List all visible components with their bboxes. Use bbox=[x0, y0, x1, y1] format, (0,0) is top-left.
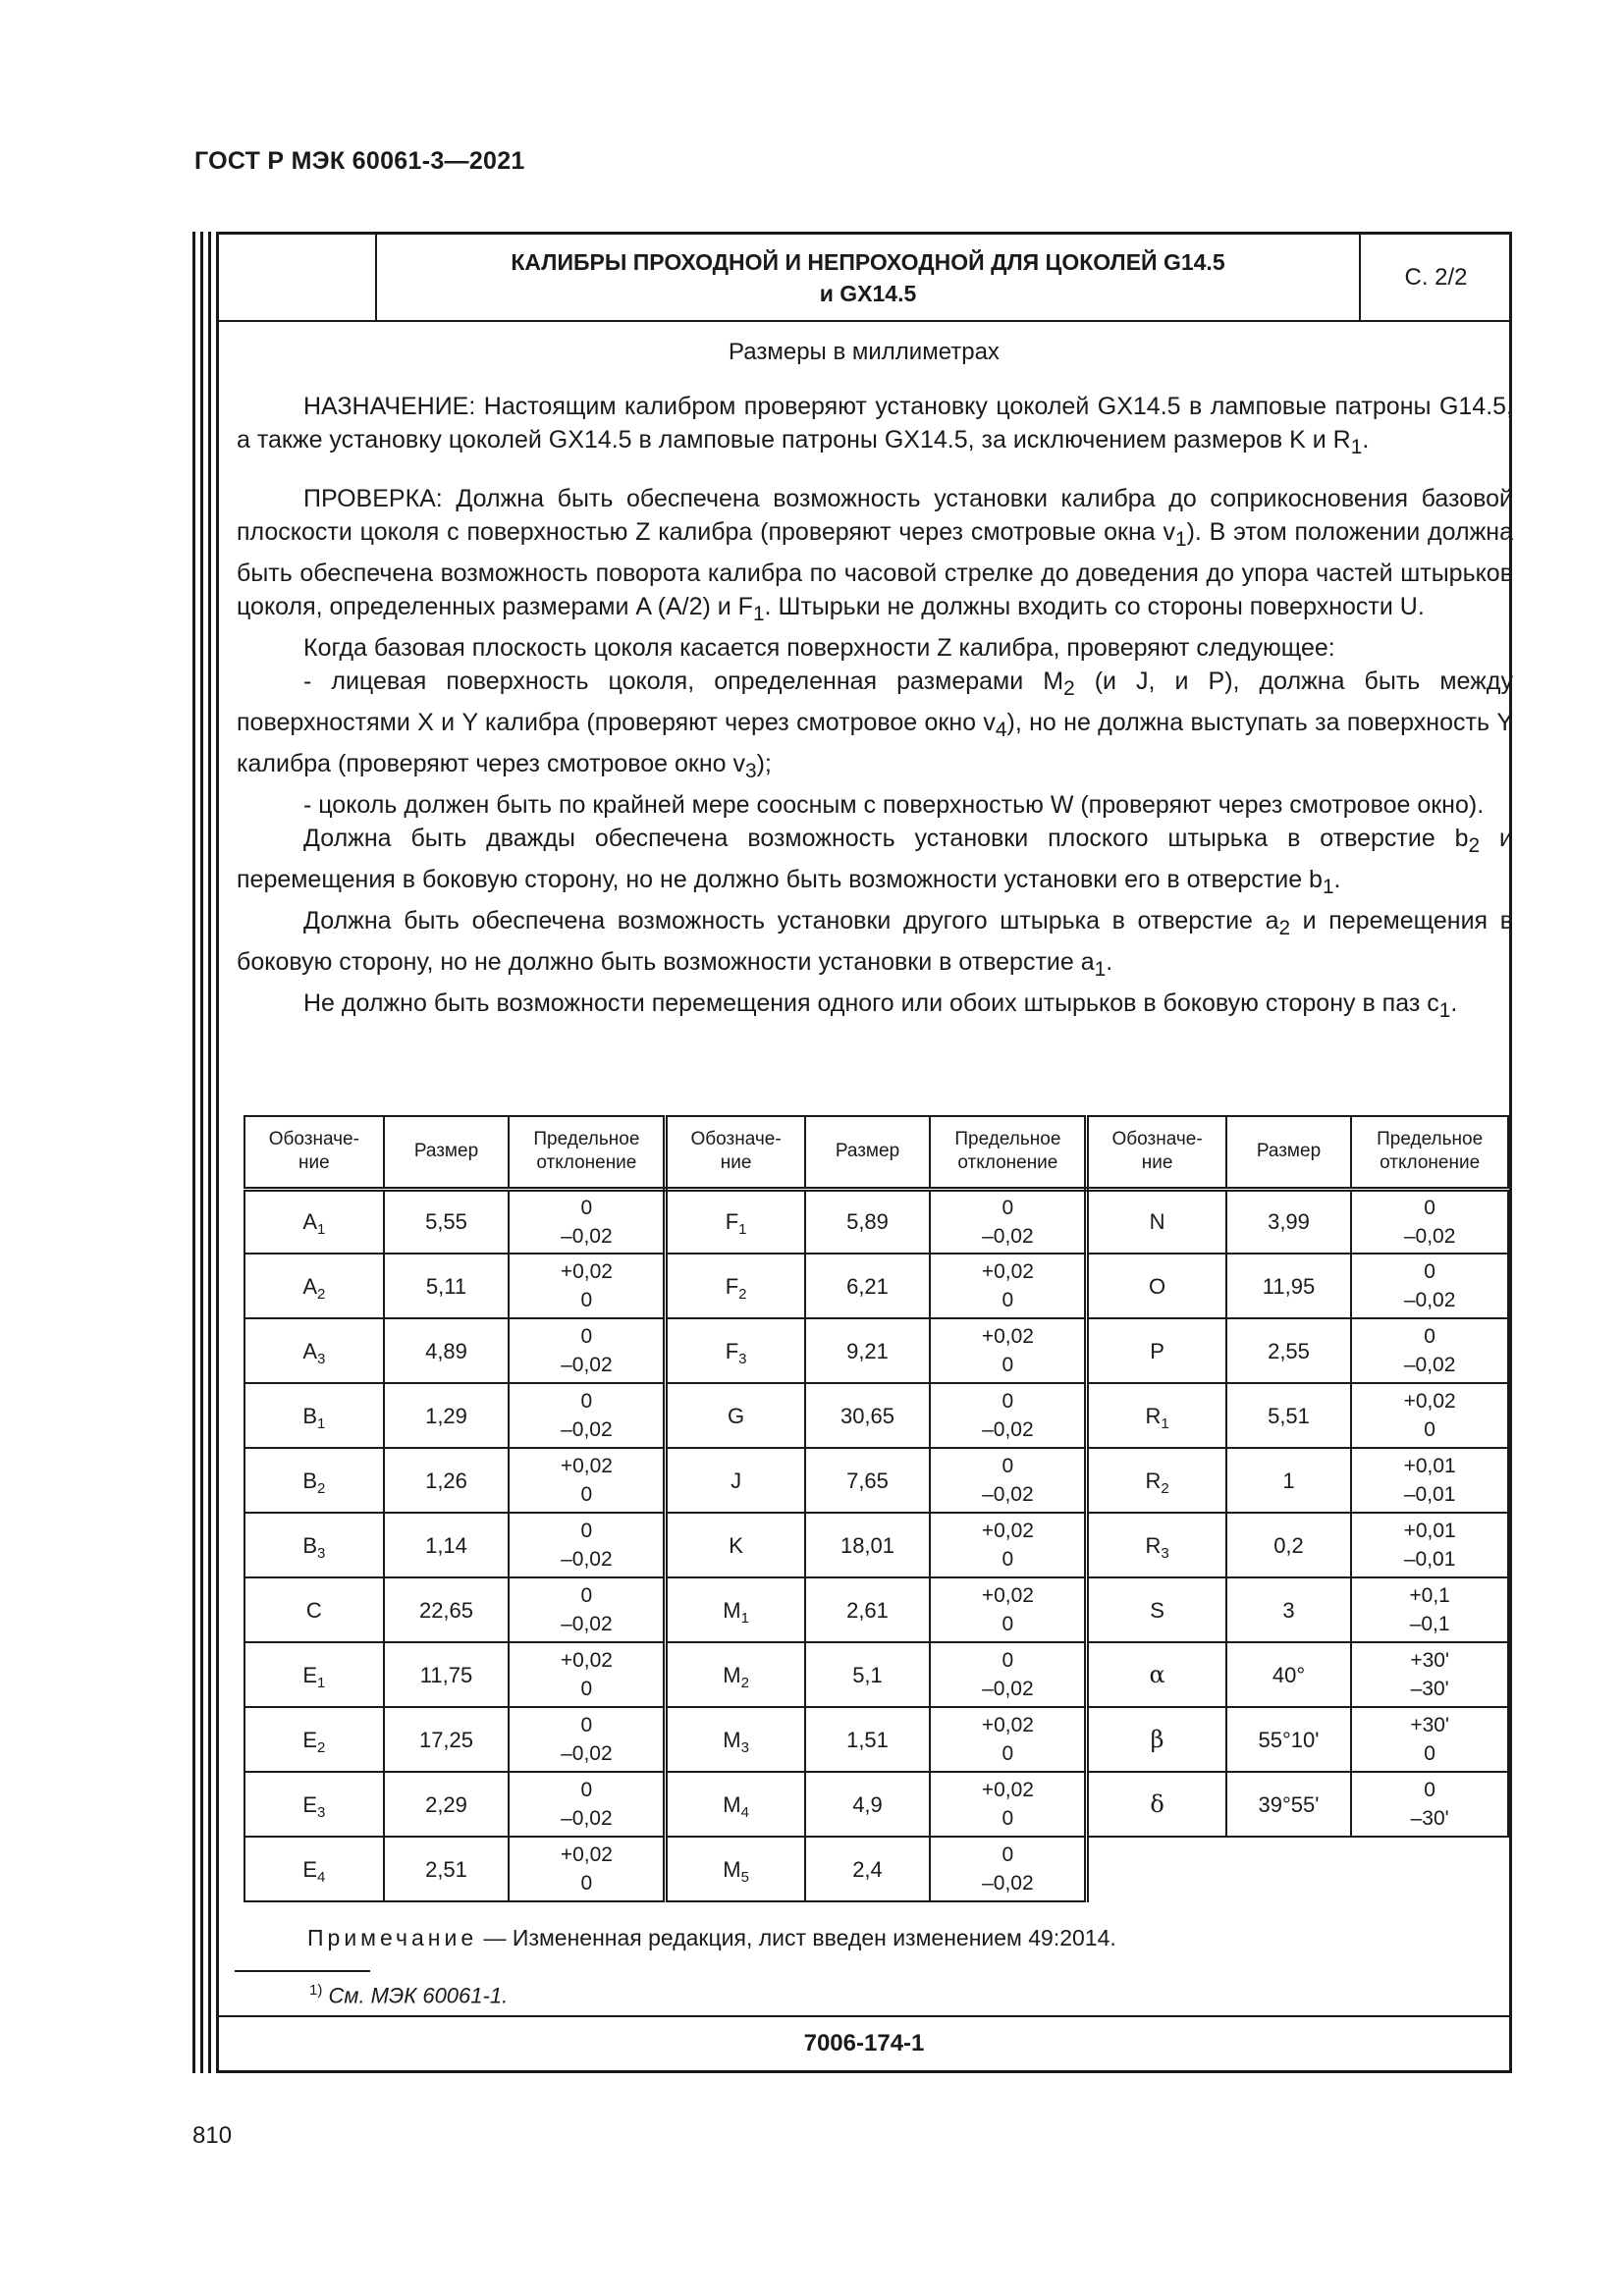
deviation-cell: 0 –0,02 bbox=[1351, 1318, 1508, 1383]
deviation-cell: +0,02 0 bbox=[930, 1707, 1087, 1772]
deviation-cell: +0,01 –0,01 bbox=[1351, 1513, 1508, 1577]
deviation-cell: +0,02 0 bbox=[930, 1254, 1087, 1318]
check-paragraph: Когда базовая плоскость цоколя касается поверхности Z калибра, проверяют следующее: bbox=[303, 634, 1335, 662]
designation-cell: O bbox=[1087, 1254, 1226, 1318]
table-row bbox=[244, 1577, 1508, 1642]
designation-cell: $M_3$ bbox=[666, 1707, 805, 1772]
col-deviation: Предельное отклонение bbox=[930, 1116, 1087, 1189]
note-text: Измененная редакция, лист введен изменением 49:2014. bbox=[512, 1925, 1116, 1950]
size-cell: 1,29 bbox=[384, 1383, 510, 1448]
size-cell: 30,65 bbox=[805, 1383, 931, 1448]
deviation-cell: +0,02 0 bbox=[509, 1254, 666, 1318]
size-cell: 11,75 bbox=[384, 1642, 510, 1707]
deviation-cell: 0 –0,02 bbox=[930, 1642, 1087, 1707]
deviation-cell: 0 –0,02 bbox=[509, 1189, 666, 1254]
size-cell: 22,65 bbox=[384, 1577, 510, 1642]
designation-cell: $R_2$ bbox=[1087, 1448, 1226, 1513]
size-cell: 39°55' bbox=[1226, 1772, 1352, 1837]
designation-cell: P bbox=[1087, 1318, 1226, 1383]
deviation-cell: +0,02 0 bbox=[509, 1448, 666, 1513]
sheet-frame bbox=[216, 232, 1512, 2073]
size-cell: 4,89 bbox=[384, 1318, 510, 1383]
deviation-cell: 0 –0,02 bbox=[930, 1189, 1087, 1254]
deviation-cell: +0,02 0 bbox=[930, 1318, 1087, 1383]
deviation-cell: 0 –0,02 bbox=[930, 1448, 1087, 1513]
table-row bbox=[244, 1642, 1508, 1707]
designation-cell: $E_4$ bbox=[244, 1837, 384, 1901]
deviation-cell: 0 –0,02 bbox=[930, 1383, 1087, 1448]
size-cell: 4,9 bbox=[805, 1772, 931, 1837]
table-row bbox=[244, 1254, 1508, 1318]
size-cell: 2,4 bbox=[805, 1837, 931, 1901]
designation-cell: δ bbox=[1087, 1772, 1226, 1837]
designation-cell: $R_1$ bbox=[1087, 1383, 1226, 1448]
check-paragraph: Должна быть дважды обеспечена возможность установки плоского штырька в отверстие $b_2$ и перемещения в боковую сторону, но не должно быть возможности установки его в отверстие $b_1$. bbox=[237, 825, 1513, 898]
size-cell: 2,51 bbox=[384, 1837, 510, 1901]
deviation-cell: 0 –30' bbox=[1351, 1772, 1508, 1837]
designation-cell: $M_2$ bbox=[666, 1642, 805, 1707]
designation-cell: $E_1$ bbox=[244, 1642, 384, 1707]
col-size: Размер bbox=[1226, 1116, 1352, 1189]
designation-cell: $F_3$ bbox=[666, 1318, 805, 1383]
designation-cell: K bbox=[666, 1513, 805, 1577]
check-paragraph: - лицевая поверхность цоколя, определенная размерами $M_2$ (и J, и P), должна быть между поверхностями X и Y калибра (проверяют через смотровое окно $v_4$), но не должна выступать за поверхность Y калибра (проверяют через смотровое окно $v_3$); bbox=[237, 667, 1513, 782]
designation-cell: S bbox=[1087, 1577, 1226, 1642]
deviation-cell: +30' –30' bbox=[1351, 1642, 1508, 1707]
check-paragraph: ПРОВЕРКА: Должна быть обеспечена возможность установки калибра до соприкосновения базовой плоскости цоколя с поверхностью Z калибра (проверяют через смотровые окна $v_1$). В этом положении должна быть обеспечена возможность поворота калибра по часовой стрелке до доведения до упора частей штырьков цоколя, определенных размерами A (A/2) и $F_1$. Штырьки не должны входить со стороны поверхности U. bbox=[237, 485, 1514, 625]
purpose-paragraph: НАЗНАЧЕНИЕ: Настоящим калибром проверяют установку цоколей GX14.5 в ламповые патроны G14.5, а также установку цоколей GX14.5 в ламповые патроны GX14.5, за исключением размеров K и $R_1$. bbox=[237, 393, 1513, 458]
designation-cell: β bbox=[1087, 1707, 1226, 1772]
designation-cell: $M_1$ bbox=[666, 1577, 805, 1642]
deviation-cell: +0,02 0 bbox=[930, 1513, 1087, 1577]
sheet-code: 7006-174-1 bbox=[219, 2015, 1509, 2070]
col-size: Размер bbox=[384, 1116, 510, 1189]
table-row bbox=[244, 1837, 1508, 1901]
col-designation: Обозначе- ние bbox=[1087, 1116, 1226, 1189]
deviation-cell: +0,01 –0,01 bbox=[1351, 1448, 1508, 1513]
empty-cell bbox=[1087, 1837, 1226, 1901]
size-cell: 5,51 bbox=[1226, 1383, 1352, 1448]
size-cell: 9,21 bbox=[805, 1318, 931, 1383]
deviation-cell: 0 –0,02 bbox=[509, 1318, 666, 1383]
size-cell: 1 bbox=[1226, 1448, 1352, 1513]
table-row bbox=[244, 1318, 1508, 1383]
designation-cell: G bbox=[666, 1383, 805, 1448]
col-designation: Обозначе- ние bbox=[244, 1116, 384, 1189]
check-paragraph: - цоколь должен быть по крайней мере соосным с поверхностью W (проверяют через смотровое окно). bbox=[303, 791, 1485, 819]
deviation-cell: 0 –0,02 bbox=[509, 1513, 666, 1577]
designation-cell: $M_5$ bbox=[666, 1837, 805, 1901]
table-body bbox=[244, 1189, 1508, 1901]
deviation-cell: +0,1 –0,1 bbox=[1351, 1577, 1508, 1642]
deviation-cell: +0,02 0 bbox=[509, 1837, 666, 1901]
check-paragraph: Не должно быть возможности перемещения одного или обоих штырьков в боковую сторону в паз $c_1$. bbox=[303, 989, 1458, 1022]
designation-cell: J bbox=[666, 1448, 805, 1513]
page-number: 810 bbox=[192, 2122, 233, 2149]
sheet-number: С. 2/2 bbox=[1404, 263, 1468, 291]
size-cell: 3 bbox=[1226, 1577, 1352, 1642]
col-deviation: Предельное отклонение bbox=[1351, 1116, 1508, 1189]
size-cell: 5,55 bbox=[384, 1189, 510, 1254]
designation-cell: $B_3$ bbox=[244, 1513, 384, 1577]
size-cell: 40° bbox=[1226, 1642, 1352, 1707]
deviation-cell: 0 –0,02 bbox=[1351, 1254, 1508, 1318]
col-designation: Обозначе- ние bbox=[666, 1116, 805, 1189]
designation-cell: $E_2$ bbox=[244, 1707, 384, 1772]
designation-cell: $A_2$ bbox=[244, 1254, 384, 1318]
designation-cell: $E_3$ bbox=[244, 1772, 384, 1837]
size-cell: 55°10' bbox=[1226, 1707, 1352, 1772]
designation-cell: $R_3$ bbox=[1087, 1513, 1226, 1577]
col-deviation: Предельное отклонение bbox=[509, 1116, 666, 1189]
deviation-cell: +0,02 0 bbox=[1351, 1383, 1508, 1448]
size-cell: 1,14 bbox=[384, 1513, 510, 1577]
size-cell: 2,61 bbox=[805, 1577, 931, 1642]
size-cell: 5,11 bbox=[384, 1254, 510, 1318]
size-cell: 6,21 bbox=[805, 1254, 931, 1318]
size-cell: 17,25 bbox=[384, 1707, 510, 1772]
deviation-cell: 0 –0,02 bbox=[509, 1707, 666, 1772]
dimensions-table bbox=[244, 1115, 1509, 1902]
sheet-title bbox=[377, 235, 1361, 320]
size-cell: 2,29 bbox=[384, 1772, 510, 1837]
size-cell: 5,1 bbox=[805, 1642, 931, 1707]
size-cell: 0,2 bbox=[1226, 1513, 1352, 1577]
size-cell: 5,89 bbox=[805, 1189, 931, 1254]
designation-cell: $A_3$ bbox=[244, 1318, 384, 1383]
footnote-rule bbox=[235, 1970, 370, 1972]
size-cell: 1,26 bbox=[384, 1448, 510, 1513]
size-cell: 11,95 bbox=[1226, 1254, 1352, 1318]
footnote bbox=[309, 1982, 508, 2008]
deviation-cell: 0 –0,02 bbox=[930, 1837, 1087, 1901]
deviation-cell: 0 –0,02 bbox=[1351, 1189, 1508, 1254]
designation-cell: $F_1$ bbox=[666, 1189, 805, 1254]
note: Примечание — Измененная редакция, лист введен изменением 49:2014. bbox=[307, 1925, 1116, 1950]
deviation-cell: +0,02 0 bbox=[930, 1577, 1087, 1642]
sheet-title-line2: и GX14.5 bbox=[819, 280, 917, 306]
designation-cell: $B_1$ bbox=[244, 1383, 384, 1448]
empty-cell bbox=[1351, 1837, 1508, 1901]
margin-lines bbox=[192, 232, 212, 2073]
designation-cell: C bbox=[244, 1577, 384, 1642]
table-row bbox=[244, 1707, 1508, 1772]
designation-cell: α bbox=[1087, 1642, 1226, 1707]
table-header-row bbox=[244, 1116, 1508, 1189]
size-cell: 1,51 bbox=[805, 1707, 931, 1772]
designation-cell: N bbox=[1087, 1189, 1226, 1254]
size-cell: 7,65 bbox=[805, 1448, 931, 1513]
standard-header: ГОСТ Р МЭК 60061-3—2021 bbox=[194, 147, 525, 175]
deviation-cell: 0 –0,02 bbox=[509, 1383, 666, 1448]
check-paragraph: Должна быть обеспечена возможность установки другого штырька в отверстие $a_2$ и перемещения в боковую сторону, но не должно быть возможности установки в отверстие $a_1$. bbox=[237, 907, 1513, 981]
table-row bbox=[244, 1448, 1508, 1513]
col-size: Размер bbox=[805, 1116, 931, 1189]
deviation-cell: +0,02 0 bbox=[930, 1772, 1087, 1837]
table-row bbox=[244, 1513, 1508, 1577]
deviation-cell: +30' 0 bbox=[1351, 1707, 1508, 1772]
footnote-mark: 1) bbox=[309, 1982, 323, 1999]
table-row bbox=[244, 1189, 1508, 1254]
designation-cell: $F_2$ bbox=[666, 1254, 805, 1318]
table-row bbox=[244, 1772, 1508, 1837]
designation-cell: $M_4$ bbox=[666, 1772, 805, 1837]
designation-cell: $A_1$ bbox=[244, 1189, 384, 1254]
designation-cell: $B_2$ bbox=[244, 1448, 384, 1513]
footnote-text: См. МЭК 60061-1. bbox=[328, 1983, 509, 2008]
sheet-title-line1: КАЛИБРЫ ПРОХОДНОЙ И НЕПРОХОДНОЙ ДЛЯ ЦОКОЛЕЙ G14.5 bbox=[511, 248, 1225, 275]
size-cell: 2,55 bbox=[1226, 1318, 1352, 1383]
title-blank-cell bbox=[219, 235, 377, 320]
size-cell: 3,99 bbox=[1226, 1189, 1352, 1254]
deviation-cell: +0,02 0 bbox=[509, 1642, 666, 1707]
body-text bbox=[237, 390, 1513, 1028]
title-block bbox=[219, 235, 1509, 322]
size-cell: 18,01 bbox=[805, 1513, 931, 1577]
empty-cell bbox=[1226, 1837, 1352, 1901]
note-label: Примечание bbox=[307, 1925, 478, 1950]
deviation-cell: 0 –0,02 bbox=[509, 1577, 666, 1642]
units-note: Размеры в миллиметрах bbox=[729, 339, 1000, 365]
table-row bbox=[244, 1383, 1508, 1448]
deviation-cell: 0 –0,02 bbox=[509, 1772, 666, 1837]
